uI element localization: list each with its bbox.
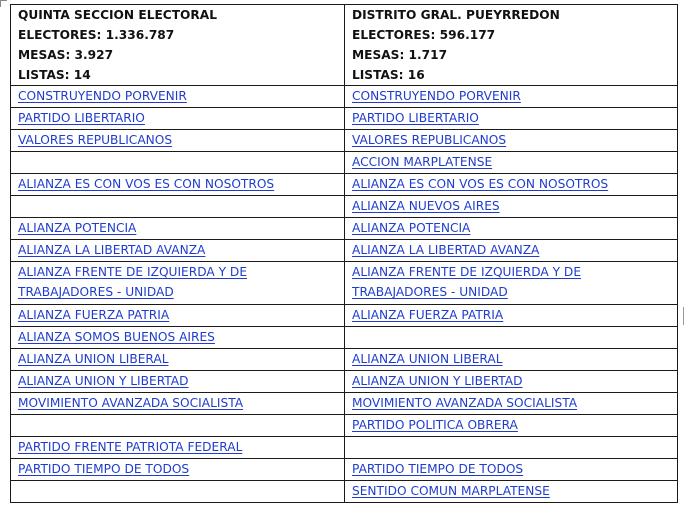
party-link[interactable]: PARTIDO LIBERTARIO (18, 111, 145, 125)
right-cell (345, 196, 678, 218)
left-cell (11, 349, 345, 371)
left-cell (11, 240, 345, 262)
table-row (11, 371, 678, 393)
party-link[interactable]: PARTIDO FRENTE PATRIOTA FEDERAL (18, 440, 243, 454)
right-cell (345, 152, 678, 174)
right-cell (345, 218, 678, 240)
table-row (11, 415, 678, 437)
party-link[interactable]: PARTIDO LIBERTARIO (352, 111, 479, 125)
table-row (11, 305, 678, 327)
party-link[interactable]: ALIANZA SOMOS BUENOS AIRES (18, 330, 215, 344)
party-link[interactable]: MOVIMIENTO AVANZADA SOCIALISTA (18, 396, 244, 410)
right-cell (345, 86, 678, 108)
party-link[interactable]: CONSTRUYENDO PORVENIR (352, 89, 521, 103)
party-link[interactable]: VALORES REPUBLICANOS (18, 133, 173, 147)
party-link[interactable]: CONSTRUYENDO PORVENIR (18, 89, 187, 103)
table-row (11, 349, 678, 371)
right-cell (345, 130, 678, 152)
right-cell (345, 393, 678, 415)
party-link[interactable]: PARTIDO TIEMPO DE TODOS (352, 462, 524, 476)
left-cell (11, 130, 345, 152)
party-link[interactable]: SENTIDO COMUN MARPLATENSE (352, 484, 550, 498)
right-cell (345, 174, 678, 196)
party-link[interactable]: ALIANZA POTENCIA (352, 221, 471, 235)
right-cell (345, 262, 678, 305)
right-cell (345, 108, 678, 130)
header-row (11, 5, 678, 86)
table-row (11, 481, 678, 503)
district-electores: ELECTORES: 596.177 (352, 28, 496, 42)
district-mesas: MESAS: 1.717 (352, 48, 448, 62)
left-cell (11, 174, 345, 196)
section-listas: LISTAS: 14 (18, 68, 91, 82)
party-link[interactable]: ALIANZA LA LIBERTAD AVANZA (352, 243, 540, 257)
left-cell (11, 371, 345, 393)
right-cell-empty (345, 327, 678, 349)
right-cell (345, 415, 678, 437)
party-link[interactable]: ALIANZA POTENCIA (18, 221, 137, 235)
left-cell (11, 86, 345, 108)
party-link[interactable]: ALIANZA FUERZA PATRIA (18, 308, 170, 322)
district-title: DISTRITO GRAL. PUEYRREDON (352, 8, 560, 22)
table-row (11, 130, 678, 152)
party-link[interactable]: ALIANZA NUEVOS AIRES (352, 199, 500, 213)
left-cell (11, 218, 345, 240)
left-cell (11, 262, 345, 305)
party-link[interactable]: ALIANZA UNION Y LIBERTAD (352, 374, 523, 388)
right-header-cell (345, 5, 678, 86)
district-listas: LISTAS: 16 (352, 68, 425, 82)
right-cell (345, 240, 678, 262)
table-row (11, 196, 678, 218)
left-cell (11, 108, 345, 130)
table-row (11, 459, 678, 481)
party-link[interactable]: ALIANZA LA LIBERTAD AVANZA (18, 243, 206, 257)
party-link[interactable]: ALIANZA UNION LIBERAL (352, 352, 503, 366)
table-row (11, 108, 678, 130)
right-cell (345, 371, 678, 393)
selection-corner-marker (0, 0, 7, 7)
table-row (11, 393, 678, 415)
left-cell (11, 459, 345, 481)
table-row (11, 218, 678, 240)
party-link[interactable]: MOVIMIENTO AVANZADA SOCIALISTA (352, 396, 578, 410)
party-link[interactable]: PARTIDO POLITICA OBRERA (352, 418, 518, 432)
right-cell (345, 349, 678, 371)
table-row (11, 262, 678, 305)
party-link[interactable]: ALIANZA FRENTE DE IZQUIERDA Y DE TRABAJADORES - UNIDAD (352, 265, 582, 299)
party-link[interactable]: VALORES REPUBLICANOS (352, 133, 507, 147)
party-link[interactable]: ALIANZA ES CON VOS ES CON NOSOTROS (18, 177, 275, 191)
table-row (11, 86, 678, 108)
resize-edge-marker (683, 307, 684, 325)
party-link[interactable]: ALIANZA UNION Y LIBERTAD (18, 374, 189, 388)
table-row (11, 240, 678, 262)
left-cell-empty (11, 415, 345, 437)
party-lists-table (10, 4, 678, 503)
left-cell (11, 393, 345, 415)
right-cell (345, 305, 678, 327)
right-cell (345, 459, 678, 481)
party-link[interactable]: ALIANZA FRENTE DE IZQUIERDA Y DE TRABAJADORES - UNIDAD (18, 265, 248, 299)
table-row (11, 152, 678, 174)
left-cell (11, 437, 345, 459)
table-row (11, 327, 678, 349)
party-link[interactable]: ALIANZA ES CON VOS ES CON NOSOTROS (352, 177, 609, 191)
party-lists-document (10, 4, 677, 503)
section-electores: ELECTORES: 1.336.787 (18, 28, 175, 42)
party-link[interactable]: ALIANZA UNION LIBERAL (18, 352, 169, 366)
left-cell (11, 305, 345, 327)
table-row (11, 437, 678, 459)
party-link[interactable]: ALIANZA FUERZA PATRIA (352, 308, 504, 322)
left-cell-empty (11, 152, 345, 174)
section-title: QUINTA SECCION ELECTORAL (18, 8, 217, 22)
party-link[interactable]: PARTIDO TIEMPO DE TODOS (18, 462, 190, 476)
party-link[interactable]: ACCION MARPLATENSE (352, 155, 493, 169)
section-mesas: MESAS: 3.927 (18, 48, 114, 62)
table-row (11, 174, 678, 196)
left-cell-empty (11, 196, 345, 218)
right-cell (345, 481, 678, 503)
left-cell-empty (11, 481, 345, 503)
left-header-cell (11, 5, 345, 86)
left-cell (11, 327, 345, 349)
right-cell-empty (345, 437, 678, 459)
